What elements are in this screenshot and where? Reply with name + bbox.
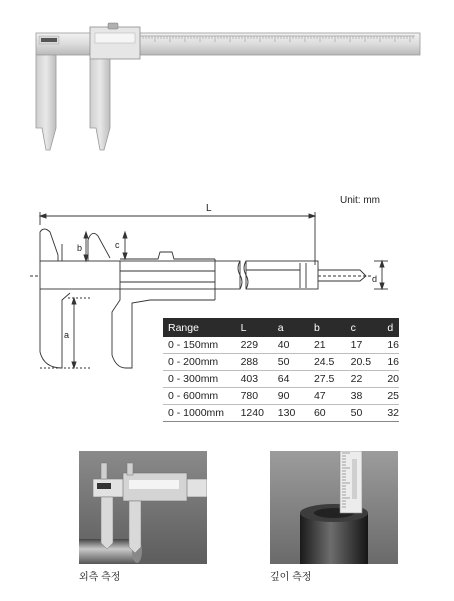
- dim-label-L: L: [206, 203, 212, 214]
- cell-c: 20.5: [346, 354, 383, 371]
- table-row: [163, 337, 399, 354]
- cell-range: 0 - 300mm: [163, 371, 236, 388]
- header-c: c: [346, 318, 383, 337]
- dim-label-d: d: [372, 274, 378, 284]
- unit-label: Unit: mm: [340, 195, 380, 206]
- header-range: Range: [163, 318, 236, 337]
- cell-b: 60: [309, 405, 346, 422]
- cell-b: 27.5: [309, 371, 346, 388]
- cell-d: 32: [382, 405, 399, 422]
- cell-c: 38: [346, 388, 383, 405]
- depth-measurement-photo: [270, 451, 398, 564]
- header-a: a: [273, 318, 309, 337]
- table-row: [163, 354, 399, 371]
- depth-measurement-caption: 깊이 측정: [270, 572, 312, 583]
- cell-a: 130: [273, 405, 309, 422]
- cell-c: 22: [346, 371, 383, 388]
- header-L: L: [236, 318, 273, 337]
- table-row: [163, 388, 399, 405]
- cell-b: 47: [309, 388, 346, 405]
- cell-L: 288: [236, 354, 273, 371]
- cell-d: 16: [382, 354, 399, 371]
- cell-d: 20: [382, 371, 399, 388]
- dim-label-a: a: [64, 330, 70, 340]
- cell-a: 40: [273, 337, 309, 354]
- outer-measurement-caption: 외측 측정: [79, 572, 121, 583]
- cell-range: 0 - 600mm: [163, 388, 236, 405]
- header-b: b: [309, 318, 346, 337]
- cell-L: 780: [236, 388, 273, 405]
- header-d: d: [382, 318, 399, 337]
- table-row: [163, 371, 399, 388]
- cell-b: 24.5: [309, 354, 346, 371]
- cell-L: 229: [236, 337, 273, 354]
- cell-c: 50: [346, 405, 383, 422]
- table-header-row: [163, 318, 399, 337]
- cell-c: 17: [346, 337, 383, 354]
- cell-L: 1240: [236, 405, 273, 422]
- cell-a: 64: [273, 371, 309, 388]
- caliper-product-image: [0, 0, 454, 175]
- dim-label-b: b: [77, 243, 83, 253]
- cell-L: 403: [236, 371, 273, 388]
- spec-table: [163, 318, 399, 422]
- cell-d: 16: [382, 337, 399, 354]
- cell-a: 50: [273, 354, 309, 371]
- cell-range: 0 - 200mm: [163, 354, 236, 371]
- cell-range: 0 - 1000mm: [163, 405, 236, 422]
- cell-a: 90: [273, 388, 309, 405]
- dim-label-c: c: [115, 240, 120, 250]
- cell-b: 21: [309, 337, 346, 354]
- cell-d: 25: [382, 388, 399, 405]
- cell-range: 0 - 150mm: [163, 337, 236, 354]
- table-row: [163, 405, 399, 422]
- outer-measurement-photo: [79, 451, 207, 564]
